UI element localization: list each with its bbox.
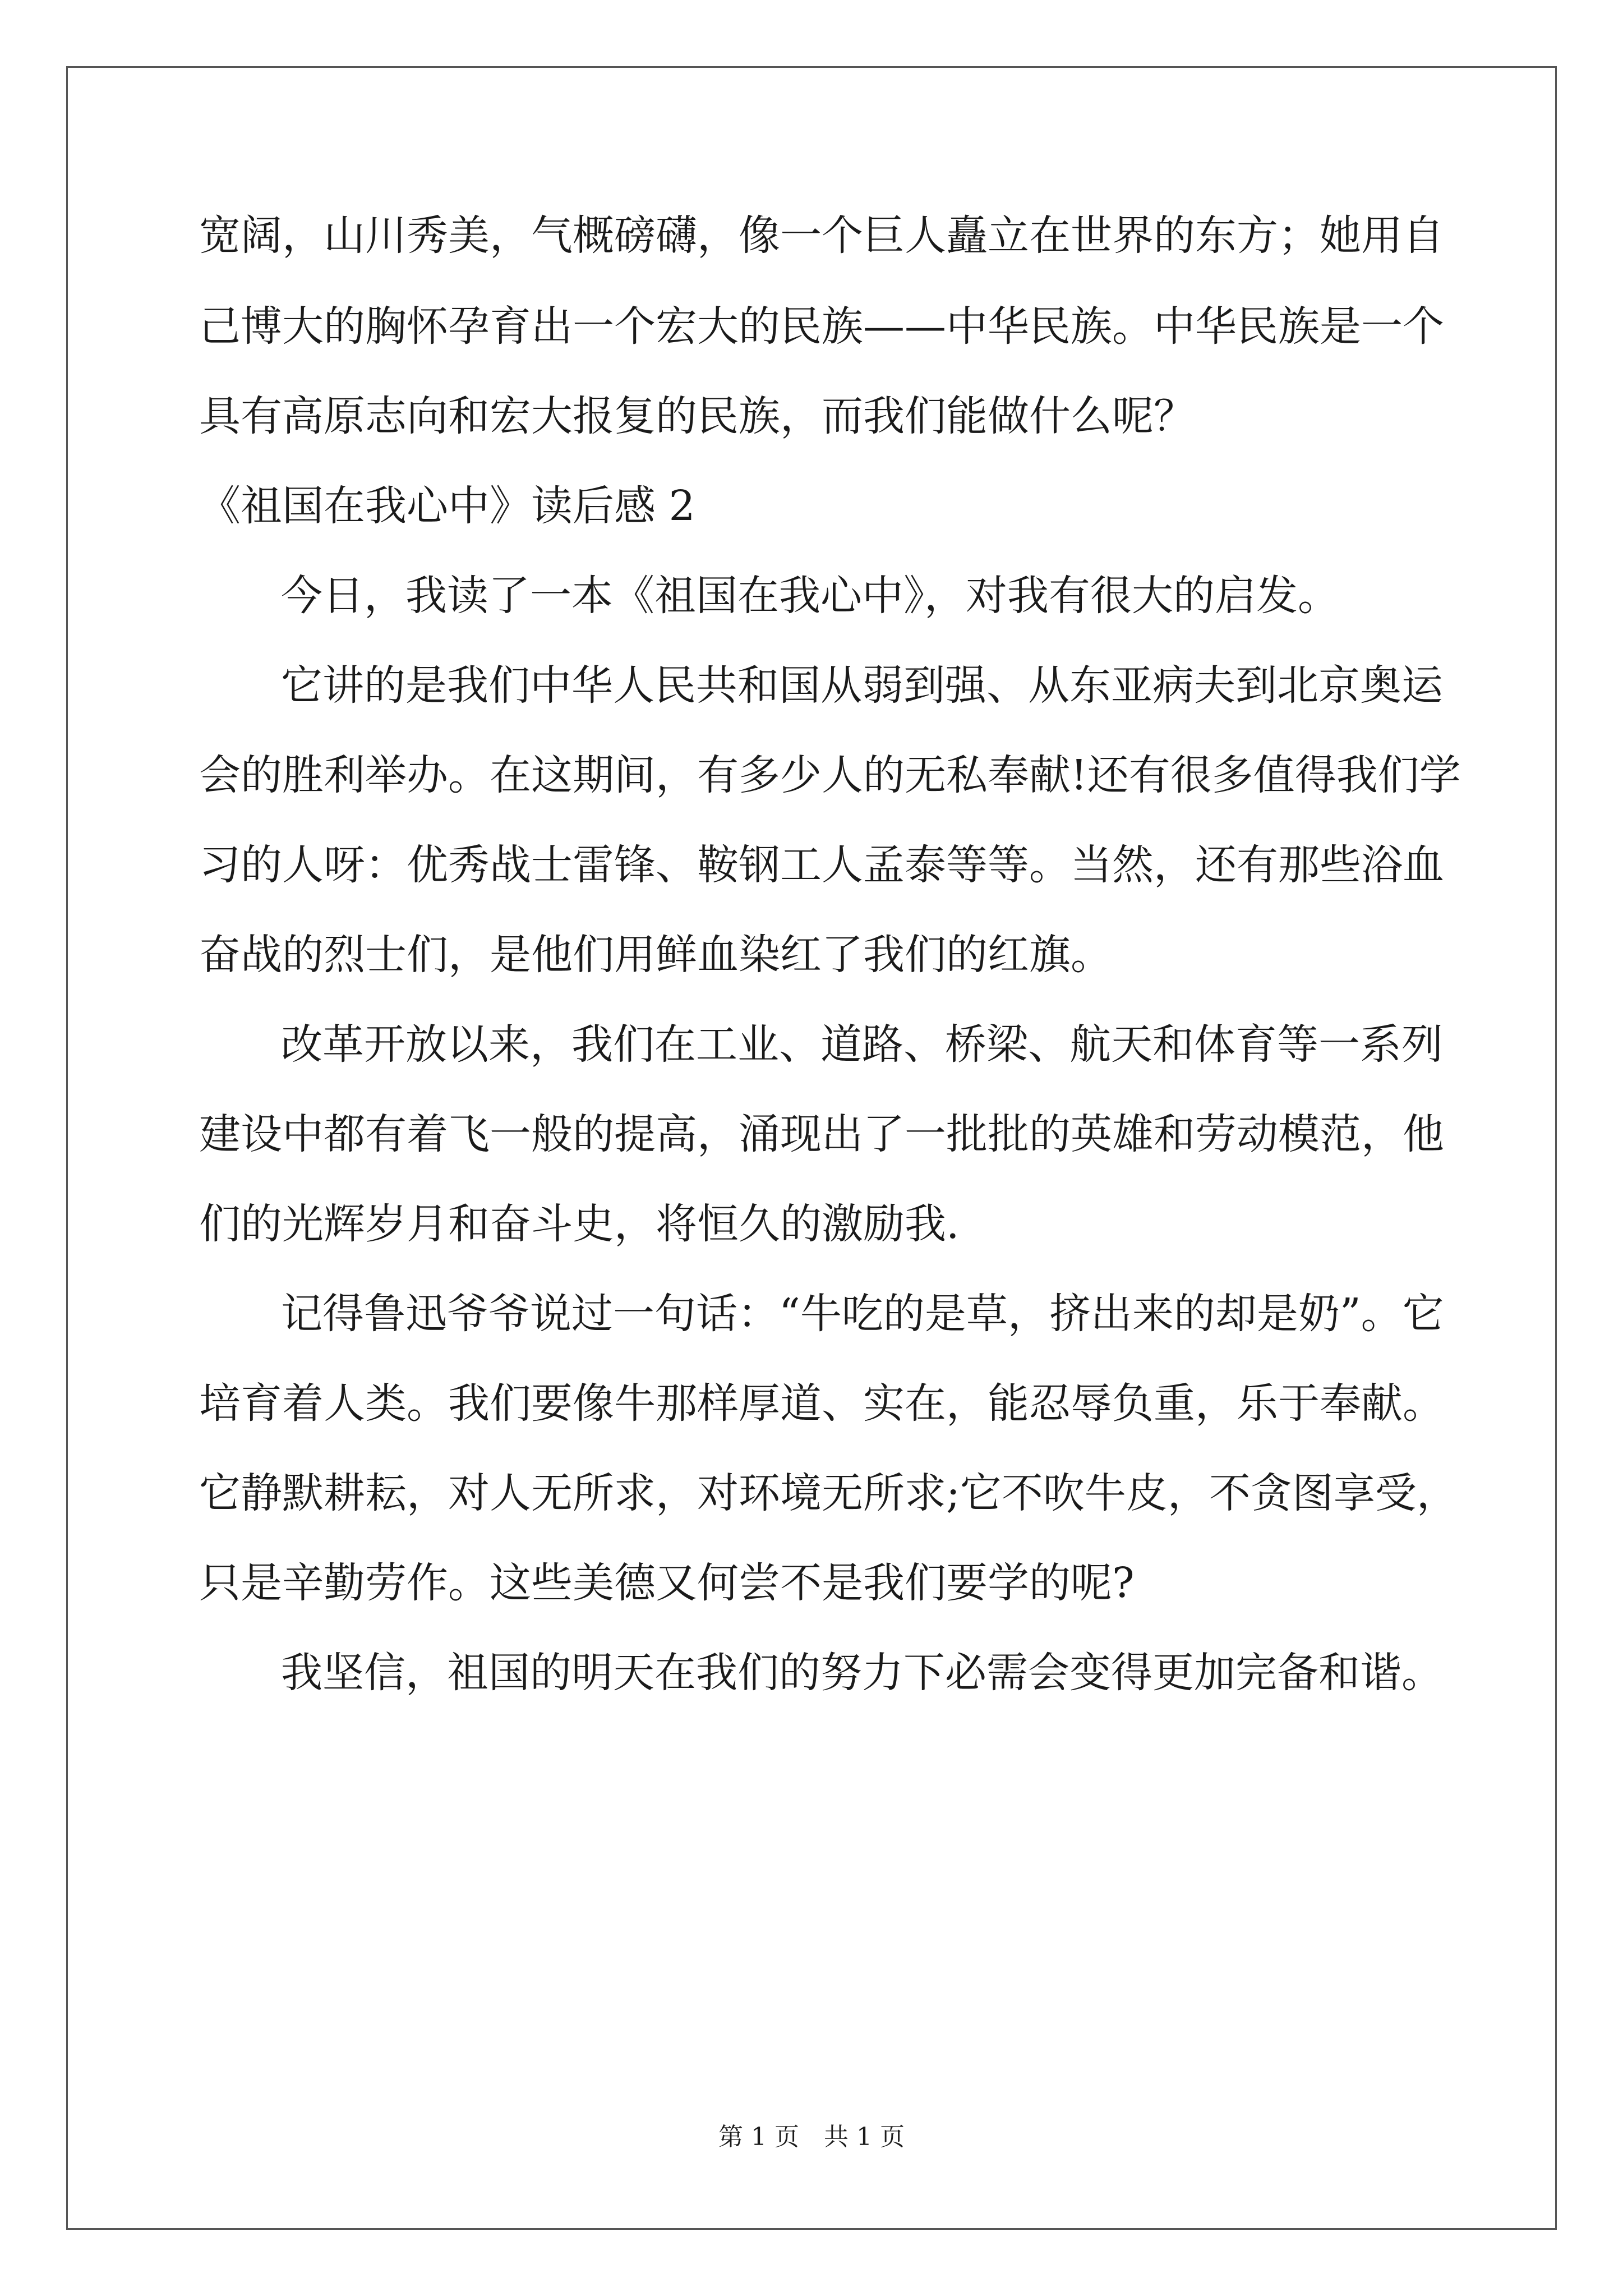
text-line: 会的胜利举办。在这期间，有多少人的无私奉献!还有很多值得我们学 [199, 751, 1461, 799]
text-line: 己博大的胸怀孕育出一个宏大的民族——中华民族。中华民族是一个 [199, 302, 1444, 351]
page-number-footer: 第 1 页 共 1 页 [718, 2123, 905, 2151]
text-line: 们的光辉岁月和奋斗史，将恒久的激励我. [199, 1200, 960, 1248]
section-heading: 《祖国在我心中》读后感 2 [199, 482, 695, 530]
text-line: 奋战的烈士们，是他们用鲜血染红了我们的红旗。 [199, 931, 1112, 979]
paragraph-start: 改革开放以来，我们在工业、道路、桥梁、航天和体育等一系列 [281, 1020, 1443, 1069]
text-line: 它静默耕耘，对人无所求，对环境无所求;它不吹牛皮，不贪图享受， [199, 1469, 1458, 1517]
text-line: 只是辛勤劳作。这些美德又何尝不是我们要学的呢? [199, 1559, 1135, 1607]
paragraph-start: 记得鲁迅爷爷说过一句话：“牛吃的是草，挤出来的却是奶”。它 [281, 1290, 1444, 1338]
text-line: 宽阔，山川秀美，气概磅礴，像一个巨人矗立在世界的东方；她用自 [199, 211, 1444, 260]
paragraph-start: 它讲的是我们中华人民共和国从弱到强、从东亚病夫到北京奥运 [281, 661, 1443, 710]
text-line: 具有高原志向和宏大报复的民族，而我们能做什么呢？ [199, 392, 1195, 440]
paragraph-start: 我坚信，祖国的明天在我们的努力下必需会变得更加完备和谐。 [281, 1649, 1443, 1697]
paragraph-start: 今日，我读了一本《祖国在我心中》，对我有很大的启发。 [281, 572, 1339, 620]
text-line: 习的人呀：优秀战士雷锋、鞍钢工人孟泰等等。当然，还有那些浴血 [199, 841, 1444, 889]
text-line: 培育着人类。我们要像牛那样厚道、实在，能忍辱负重，乐于奉献。 [199, 1379, 1444, 1428]
text-line: 建设中都有着飞一般的提高，涌现出了一批批的英雄和劳动模范，他 [199, 1110, 1444, 1158]
